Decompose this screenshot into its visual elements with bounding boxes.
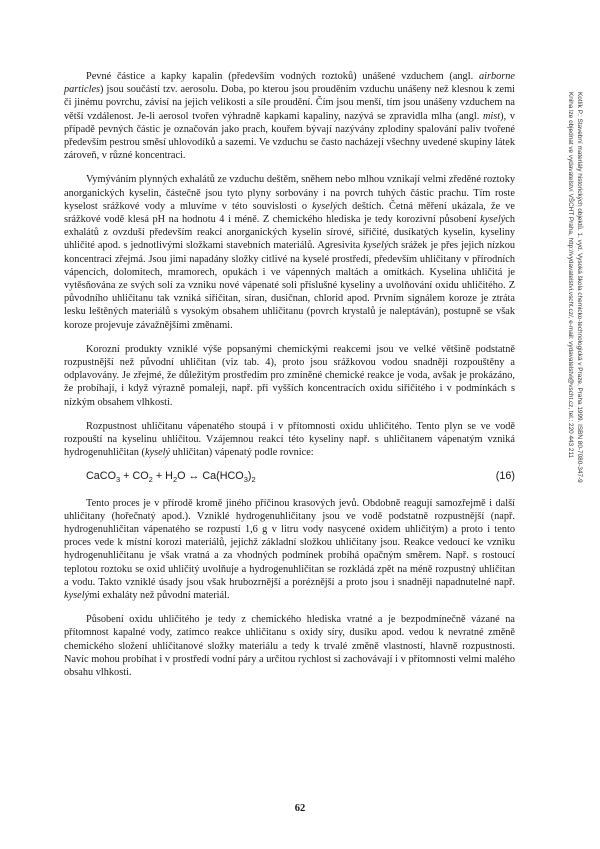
paragraph-solubility: Rozpustnost uhličitanu vápenatého stoupá i v přítomnosti oxidu uhličitého. Tento plyn se ve vodě rozpouští na kyselinu uhličitou. Vzájemnou reakcí této kyseliny např. s uhličitanem vápenatým vzniká hydrogenuhličitan (kyselý uhličitan) vápenatý podle rovnice:: [64, 420, 515, 459]
equation-formula: CaCO$_3$ + $CO_2 + H_2O$ ↔ $Ca(HCO_3)_2$: [86, 470, 256, 485]
paragraph-acid-rain: Vymýváním plynných exhalátů ze vzduchu deštěm, sněhem nebo mlhou vznikají velmi zředěné roztoky anorganických kyselin, částečně jsou tyto plyny sorbovány i na povrch tuhých částic prachu. Tím roste kyselost srážkové vody a mluvíme v této souvislosti o kyselých deštích. Četná měření ukázala, že ve srážkové vodě klesá pH na hodnotu 4 i méně. Z chemického hlediska je tedy korozivní působení kyselých exhalátů z ovzduší především reakcí anorganických kyselin sírové, siřičité, dusíkatých kyselin, kyseliny uhličité apod. s jednotlivými složkami stavebních materiálů. Agresivita kyselých srážek je přes jejich nízkou koncentraci zřejmá. Jsou jimi napadány složky citlivé na kyselé prostředí, především uhličitany v přírodních vápencích, dolomitech, mramorech, opukách i ve vápenných maltách a omítkách. Kyselina uhličitá je vytěsňována ze svých solí za vzniku nové vápenaté soli příslušné kyseliny a uvolňování oxidu uhličitého. Z původního uhličitanu tak vzniká siřičitan, síran, dusičnan, chlorid apod. Prvním signálem koroze je ztráta lesku leštěných materiálů s vysokým obsahem uhličitanu (povrch krystalů je naleptáván), postupně se však koroze projevuje závažnějšími změnami.: [64, 174, 515, 331]
equation-16: [64, 470, 515, 484]
paragraph-corrosion-products: Korozní produkty vzniklé výše popsanými chemickými reakcemi jsou ve velké většině podstatně rozpustnější než původní uhličitan (viz tab. 4), proto jsou srážkovou vodou snadněji rozpouštěny a odplavovány. Je zřejmé, že důležitým prostředím pro zmíněné chemické reakce je voda, avšak je prokázáno, že probíhají, i když výrazně pomaleji, např. při vyšších koncentracích oxidu siřičitého i v podmínkách s nízkým obsahem vlhkosti.: [64, 343, 515, 408]
main-text: [64, 70, 515, 690]
citation-sidenote: [560, 92, 584, 672]
page-number: 62: [294, 803, 306, 814]
paragraph-aerosol: Pevné částice a kapky kapalin (především vodných roztoků) unášené vzduchem (angl. airborne particles) jsou součástí tzv. aerosolu. Doba, po kterou jsou prouděním vzduchu unášeny než klesnou k zemi či jinému povrchu, závisí na jejich velikosti a síle proudění. Čím jsou menší, tím jsou unášeny vzduchem na větší vzdálenost. Je-li aerosol tvořen výhradně kapkami kapaliny, nazývá se zpravidla mlha (angl. mist), v případě pevných částic je označován jako prach, kouřem bývají nazývány zplodiny spalování paliv tvořené především pestrou směsí uhlovodíků a sazemi. Ve vzduchu se často nacházejí všechny uvedené skupiny látek zároveň, v různé koncentraci.: [64, 71, 515, 162]
paragraph-reversibility: Působení oxidu uhličitého je tedy z chemického hlediska vratné a je bezpodmínečně vázané na přítomnost kapalné vody, zatímco reakce uhličitanu s oxidy síry, dusíku apod. vedou k nevratné změně chemického složení uhličitanové složky materiálu a tedy k trvalé změně vlastností, hlavně rozpustnosti. Navíc mohou probíhat i v prostředí vodní páry a určitou rychlost si zachovávají i v přítomnosti velmi malého obsahu vlhkosti.: [64, 614, 515, 679]
paragraph-karst: Tento proces je v přírodě kromě jiného příčinou krasových jevů. Obdobně reagují samozřejmě i další uhličitany (hořečnatý apod.). Vzniklé hydrogenuhličitany jsou ve vodě podstatně rozpustnější (např. hydrogenuhličitan vápenatého se rozpustí 1,6 g v litru vody nasycené oxidem uhličitým) a proto i tento proces vede k místní korozi materiálů, jejichž základní složkou uhličitany jsou. Reakce vedoucí ke vzniku hydrogenuhličitanu je však vratná a za vhodných podmínek probíhá opačným směrem. Např. s rostoucí teplotou roztoku se oxid uhličitý uvolňuje a hydrogenuhličitan se rozkládá zpět na méně rozpustný uhličitan a vodu. Takto vzniklé úsady jsou však hrubozrnější a poréznější a proto jsou i snadněji napadnutelné např. kyselými exhaláty než původní materiál.: [64, 497, 515, 602]
equation-number: (16): [495, 470, 515, 483]
citation-line-2: Kniha lze objednat ve vydavatelství VŠCHT Praha, http://vydavatelstvi.vscht.cz/, e-mail: vydavatelstvi@vscht.cz, tel.: 220 443 211: [567, 92, 574, 459]
citation-line-1: Kotlík P.: Stavební materiály historických objektů. 1. vyd. Vysoká škola chemicko-technologická v Praze, Praha 1999. ISBN 80-7080-347-9: [576, 92, 583, 483]
